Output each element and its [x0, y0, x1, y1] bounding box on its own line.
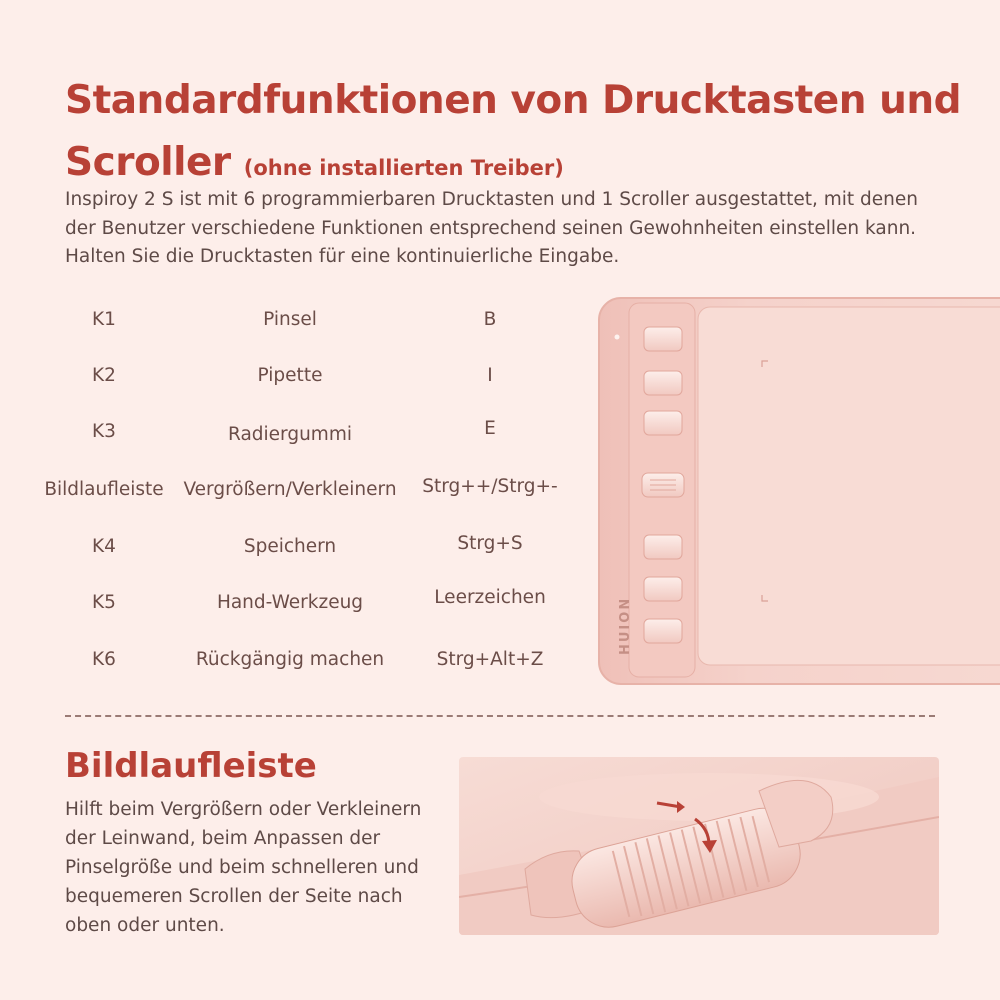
scroller-closeup-svg [459, 757, 939, 935]
express-key-k5 [644, 577, 682, 601]
page-title-sub: (ohne installierten Treiber) [243, 156, 564, 180]
table-row [40, 640, 580, 680]
express-key-k2 [644, 371, 682, 395]
active-area [698, 307, 1000, 665]
key-function: Pinsel [263, 309, 317, 330]
table-row [40, 527, 580, 567]
table-row [40, 300, 580, 340]
intro-paragraph: Inspiroy 2 S ist mit 6 programmierbaren Drucktasten und 1 Scroller ausgestattet, mit denen der Benutzer verschiedene Funktionen entsprechend seinen Gewohnheiten einstellen kann. Halten Sie die Drucktasten für eine kontinuierliche Eingabe. [65, 189, 919, 267]
table-row [40, 583, 580, 623]
table-row [40, 356, 580, 396]
tablet-product-image [598, 297, 1000, 685]
scroller-closeup-image [459, 757, 939, 935]
status-led [615, 335, 620, 340]
express-key-k1 [644, 327, 682, 351]
key-name: K3 [92, 421, 116, 442]
key-shortcut: Strg+S [457, 533, 523, 554]
key-name: K6 [92, 649, 116, 670]
express-keys [642, 327, 684, 643]
scroller-section-description: Hilft beim Vergrößern oder Verkleinern der Leinwand, beim Anpassen der Pinselgröße und beim schnelleren und bequemeren Scrollen der Seite nach oben oder unten. [65, 799, 422, 936]
scroller-section-title: Bildlaufleiste [65, 746, 317, 786]
key-shortcut: Strg+Alt+Z [436, 649, 544, 670]
key-shortcut: Leerzeichen [434, 587, 546, 608]
key-name: K4 [92, 536, 116, 557]
express-key-k6 [644, 619, 682, 643]
key-name: K5 [92, 592, 116, 613]
key-shortcut: E [484, 418, 496, 439]
page-title [65, 70, 965, 199]
table-row [40, 470, 580, 510]
key-function: Vergrößern/Verkleinern [183, 479, 397, 500]
key-function: Speichern [243, 536, 337, 557]
key-function: Rückgängig machen [195, 649, 385, 670]
key-shortcut: I [487, 365, 493, 386]
key-shortcut: B [483, 309, 497, 330]
key-name: K2 [92, 365, 116, 386]
brand-logo: HUION [618, 596, 633, 655]
express-key-k4 [644, 535, 682, 559]
key-name: K1 [92, 309, 116, 330]
key-function: Pipette [257, 365, 323, 386]
key-name: Bildlaufleiste [44, 479, 164, 500]
section-divider [65, 715, 935, 717]
tablet-svg [598, 297, 1000, 685]
key-function: Radiergummi [228, 424, 352, 445]
page-title-main: Standardfunktionen von Drucktasten und Scroller [65, 78, 962, 185]
key-function: Hand-Werkzeug [216, 592, 364, 613]
key-shortcut: Strg++/Strg+- [422, 476, 558, 497]
express-key-k3 [644, 411, 682, 435]
table-row [40, 412, 580, 452]
